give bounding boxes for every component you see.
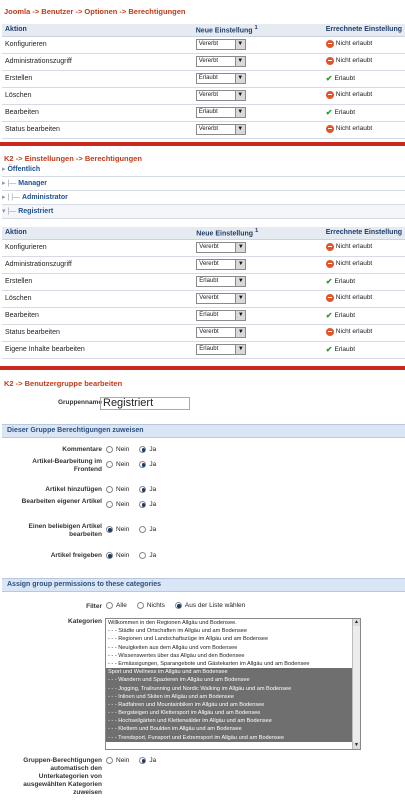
categories-label: Kategorien — [68, 618, 102, 625]
calculated-setting: Nicht erlaubt — [326, 91, 373, 99]
permission-options — [106, 486, 156, 493]
permission-row — [2, 87, 405, 104]
subcategories-options — [106, 757, 156, 764]
calculated-setting: Nicht erlaubt — [326, 57, 373, 65]
setting-select[interactable]: Erlaubt ▼ — [196, 310, 246, 321]
permission-row — [2, 341, 405, 358]
action-label: Bearbeiten — [2, 307, 193, 324]
k2-permissions-title: K2 -> Einstellungen -> Berechtigungen — [4, 154, 142, 163]
radio-icon[interactable] — [106, 526, 113, 533]
calculated-setting: ✔ Erlaubt — [325, 108, 356, 117]
calculated-setting: ✔ Erlaubt — [325, 74, 356, 83]
setting-select[interactable]: Vererbt ▼ — [196, 327, 246, 338]
permission-label: Artikel hinzufügen — [45, 486, 102, 493]
permission-row — [2, 307, 405, 324]
calculated-setting: Nicht erlaubt — [326, 294, 373, 302]
action-label: Status bearbeiten — [2, 324, 193, 341]
permission-options — [106, 501, 156, 508]
chevron-down-icon[interactable]: ▼ — [235, 91, 245, 100]
option-no[interactable]: Nein — [106, 552, 129, 559]
denied-icon — [326, 243, 334, 251]
action-label: Konfigurieren — [2, 239, 193, 256]
denied-icon — [326, 260, 334, 268]
permission-row — [2, 290, 405, 307]
setting-select[interactable]: Erlaubt ▼ — [196, 107, 246, 118]
radio-icon[interactable] — [106, 552, 113, 559]
sub-option-yes[interactable]: Ja — [139, 757, 156, 764]
permission-label: Bearbeiten eigener Artikel — [21, 498, 102, 505]
scroll-down-icon[interactable]: ▼ — [354, 742, 359, 748]
denied-icon — [326, 328, 334, 336]
col-action: Aktion — [2, 227, 193, 239]
denied-icon — [326, 294, 334, 302]
calculated-setting: ✔ Erlaubt — [325, 311, 356, 320]
tree-item[interactable]: ▸ Öffentlich — [2, 163, 405, 177]
option-yes[interactable]: Ja — [139, 552, 156, 559]
permission-row — [2, 104, 405, 121]
calculated-setting: Nicht erlaubt — [326, 328, 373, 336]
option-no[interactable]: Nein — [106, 501, 129, 508]
radio-icon[interactable] — [106, 501, 113, 508]
option-yes[interactable]: Ja — [139, 446, 156, 453]
setting-select[interactable]: Vererbt ▼ — [196, 259, 246, 270]
permission-row — [2, 273, 405, 290]
radio-icon[interactable] — [106, 461, 113, 468]
category-option[interactable]: - - - Inlinen und Skiten im Allgäu und am Bodensee — [106, 693, 360, 701]
tree-item[interactable]: ▸ | |— Administrator — [2, 191, 405, 205]
scroll-up-icon[interactable]: ▲ — [354, 619, 359, 625]
calculated-setting: ✔ Erlaubt — [325, 345, 356, 354]
option-no[interactable]: Nein — [106, 446, 129, 453]
action-label: Status bearbeiten — [2, 121, 193, 138]
permission-options — [106, 446, 156, 453]
calculated-setting: Nicht erlaubt — [326, 243, 373, 251]
chevron-down-icon[interactable]: ▼ — [235, 260, 245, 269]
check-icon: ✔ — [325, 345, 333, 354]
chevron-down-icon[interactable]: ▼ — [235, 108, 245, 117]
calculated-setting: Nicht erlaubt — [326, 40, 373, 48]
action-label: Löschen — [2, 290, 193, 307]
permission-row — [2, 324, 405, 341]
chevron-down-icon[interactable]: ▼ — [235, 243, 245, 252]
option-yes[interactable]: Ja — [139, 526, 156, 533]
radio-icon[interactable] — [139, 757, 146, 764]
category-option[interactable]: - - - Jogging, Trailrunning und Nordic Walking im Allgäu und am Bodensee — [106, 685, 360, 693]
radio-icon[interactable] — [139, 461, 146, 468]
check-icon: ✔ — [325, 74, 333, 83]
subcategories-label: Gruppen-Berechtigungen automatisch den Unterkategorien von ausgewählten Kategorien zuweisen — [23, 757, 102, 796]
chevron-down-icon[interactable]: ▼ — [235, 345, 245, 354]
col-new-setting: Neue Einstellung $^1$ — [193, 227, 322, 239]
chevron-down-icon[interactable]: ▼ — [235, 311, 245, 320]
calculated-setting: ✔ Erlaubt — [325, 277, 356, 286]
setting-select[interactable]: Erlaubt ▼ — [196, 344, 246, 355]
tree-item[interactable]: ▾ |— Registriert — [2, 205, 405, 219]
option-yes[interactable]: Ja — [139, 461, 156, 468]
filter-option[interactable]: Aus der Liste wählen — [175, 602, 245, 609]
tree-item[interactable]: ▸ |— Manager — [2, 177, 405, 191]
chevron-down-icon[interactable]: ▼ — [235, 74, 245, 83]
action-label: Bearbeiten — [2, 104, 193, 121]
category-option[interactable]: Sport und Wellness im Allgäu und am Bodensee — [106, 668, 360, 676]
check-icon: ✔ — [325, 311, 333, 320]
radio-icon[interactable] — [106, 446, 113, 453]
option-yes[interactable]: Ja — [139, 486, 156, 493]
joomla-permissions-title: Joomla -> Benutzer -> Optionen -> Berechtigungen — [4, 7, 186, 16]
category-option[interactable]: - - - Klettern und Boulden im Allgäu und am Bodensee — [106, 725, 360, 733]
category-option[interactable]: Willkommen in den Regionen Allgäu und Bodensee. — [108, 620, 237, 626]
section-divider — [0, 366, 405, 370]
setting-select[interactable]: Vererbt ▼ — [196, 242, 246, 253]
tree-toggle-icon[interactable]: ▸ — [2, 166, 8, 173]
permission-label: Einen beliebigen Artikel bearbeiten — [28, 523, 102, 538]
setting-select[interactable]: Erlaubt ▼ — [196, 276, 246, 287]
permission-label: Artikel-Bearbeitung im Frontend — [32, 458, 102, 473]
category-option[interactable]: - - - Neuigkeiten aus dem Allgäu und vom Bodensee — [108, 644, 238, 651]
category-option[interactable]: - - - Ermässigungen, Sparangebote und Gästekarten im Allgäu und am Bodensee — [108, 660, 310, 667]
action-label: Konfigurieren — [2, 36, 193, 53]
filter-label: Filter — [86, 603, 102, 610]
radio-icon[interactable] — [139, 526, 146, 533]
permission-options — [106, 552, 156, 559]
permission-row — [2, 53, 405, 70]
permission-label: Kommentare — [62, 446, 102, 453]
radio-icon[interactable] — [139, 501, 146, 508]
sub-option-no[interactable]: Nein — [106, 757, 129, 764]
permission-row — [2, 36, 405, 53]
action-label: Administrationszugriff — [2, 53, 193, 70]
listbox-scrollbar[interactable] — [352, 619, 360, 749]
categories-section-header: Assign group permissions to these categories — [2, 578, 405, 592]
setting-select[interactable]: Vererbt ▼ — [196, 39, 246, 50]
action-label: Erstellen — [2, 70, 193, 87]
action-label: Eigene Inhalte bearbeiten — [2, 341, 193, 358]
setting-select[interactable]: Erlaubt ▼ — [196, 73, 246, 84]
section-divider — [0, 142, 405, 146]
denied-icon — [326, 57, 334, 65]
setting-select[interactable]: Vererbt ▼ — [196, 124, 246, 135]
denied-icon — [326, 125, 334, 133]
group-edit-title: K2 -> Benutzergruppe bearbeiten — [4, 379, 123, 388]
category-option[interactable]: - - - Regionen und Landschaftszüge im Allgäu und am Bodensee — [108, 636, 269, 643]
col-calculated: Errechnete Einstellung — [323, 227, 405, 239]
option-no[interactable]: Nein — [106, 486, 129, 493]
radio-icon[interactable] — [106, 602, 113, 609]
radio-icon[interactable] — [175, 602, 182, 609]
radio-icon[interactable] — [106, 757, 113, 764]
col-calculated: Errechnete Einstellung — [323, 24, 405, 36]
permission-row — [2, 239, 405, 256]
col-action: Aktion — [2, 24, 193, 36]
permission-options — [106, 526, 156, 533]
calculated-setting: Nicht erlaubt — [326, 260, 373, 268]
joomla-permissions-table — [2, 24, 405, 139]
permissions-section-header: Dieser Gruppe Berechtigungen zuweisen — [2, 424, 405, 438]
chevron-down-icon[interactable]: ▼ — [235, 40, 245, 49]
permission-row — [2, 256, 405, 273]
radio-icon[interactable] — [137, 602, 144, 609]
check-icon: ✔ — [325, 277, 333, 286]
action-label: Administrationszugriff — [2, 256, 193, 273]
chevron-down-icon[interactable]: ▼ — [235, 277, 245, 286]
radio-icon[interactable] — [139, 486, 146, 493]
category-option[interactable]: - - - Radfahren und Mountainbiken im Allgäu und am Bodensee — [106, 701, 360, 709]
calculated-setting: Nicht erlaubt — [326, 125, 373, 133]
col-new-setting: Neue Einstellung $^1$ — [193, 24, 323, 36]
permission-row — [2, 70, 405, 87]
chevron-down-icon[interactable]: ▼ — [235, 125, 245, 134]
category-option[interactable]: - - - Wandern und Spazieren im Allgäu und am Bodensee — [106, 676, 360, 684]
chevron-down-icon[interactable]: ▼ — [235, 57, 245, 66]
category-option[interactable]: - - - Trendsport, Funsport und Extremsport im Allgäu und am Bodensee — [106, 734, 360, 742]
action-label: Löschen — [2, 87, 193, 104]
option-yes[interactable]: Ja — [139, 501, 156, 508]
check-icon: ✔ — [325, 108, 333, 117]
category-option[interactable]: - - - Hochseilgärten und Kletterwälder im Allgäu und am Bodensee — [106, 717, 360, 725]
k2-permissions-table — [2, 227, 405, 359]
radio-icon[interactable] — [106, 486, 113, 493]
setting-select[interactable]: Vererbt ▼ — [196, 90, 246, 101]
group-name-input[interactable]: Registriert — [100, 397, 190, 410]
setting-select[interactable]: Vererbt ▼ — [196, 293, 246, 304]
permission-label: Artikel freigeben — [50, 552, 102, 559]
categories-listbox[interactable] — [105, 618, 361, 750]
action-label: Erstellen — [2, 273, 193, 290]
group-tree — [2, 163, 405, 219]
option-no[interactable]: Nein — [106, 461, 129, 468]
category-option[interactable]: - - - Bergsteigen und Klettersport im Allgäu und am Bodensee — [106, 709, 360, 717]
tree-toggle-icon[interactable]: ▸ — [2, 194, 8, 201]
filter-option[interactable]: Nichts — [137, 602, 165, 609]
radio-icon[interactable] — [139, 446, 146, 453]
permission-options — [106, 461, 156, 468]
chevron-down-icon[interactable]: ▼ — [235, 294, 245, 303]
group-name-label: Gruppenname — [57, 399, 102, 406]
filter-option[interactable]: Alle — [106, 602, 127, 609]
category-option[interactable]: - - - Wissenswertes über das Allgäu und den Bodensee — [108, 652, 245, 659]
tree-toggle-icon[interactable]: ▾ — [2, 208, 8, 215]
setting-select[interactable]: Vererbt ▼ — [196, 56, 246, 67]
filter-options — [106, 602, 245, 609]
denied-icon — [326, 91, 334, 99]
option-no[interactable]: Nein — [106, 526, 129, 533]
permission-row — [2, 121, 405, 138]
tree-toggle-icon[interactable]: ▸ — [2, 180, 8, 187]
chevron-down-icon[interactable]: ▼ — [235, 328, 245, 337]
denied-icon — [326, 40, 334, 48]
category-option[interactable]: - - - Städte und Ortschaften im Allgäu und am Bodensee — [108, 628, 247, 635]
radio-icon[interactable] — [139, 552, 146, 559]
